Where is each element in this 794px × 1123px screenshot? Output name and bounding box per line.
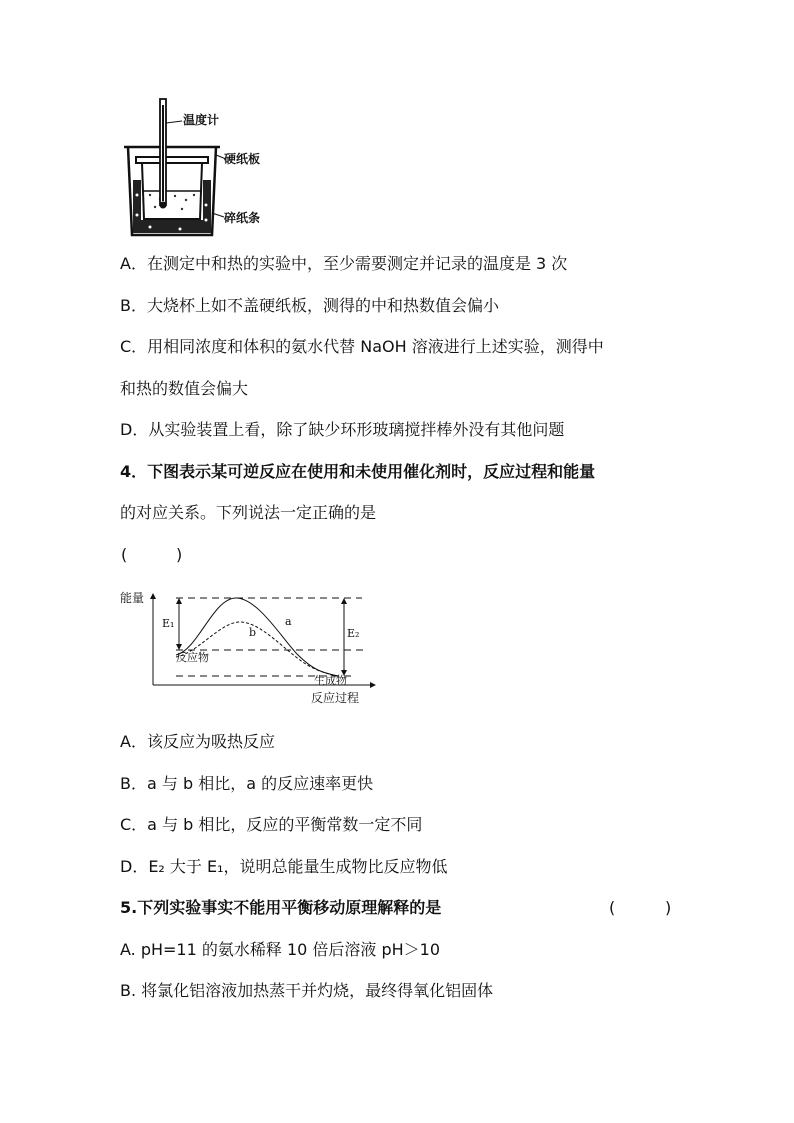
- diagram-e1-label: E₁: [162, 617, 175, 630]
- diagram-e2-label: E₂: [347, 627, 360, 640]
- q5-stem: [120, 898, 441, 918]
- q3-option-d: D．从实验装置上看，除了缺少环形玻璃搅拌棒外没有其他问题: [120, 420, 565, 439]
- curve-a: [176, 598, 338, 676]
- cardboard-label: 硬纸板: [224, 152, 261, 166]
- q4-option-d: D．E₂ 大于 E₁，说明总能量生成物比反应物低: [120, 857, 448, 876]
- diagram-products-label: 生成物: [314, 674, 347, 687]
- q4-stem-line2: 的对应关系。下列说法一定正确的是: [120, 503, 377, 522]
- q5-option-b: B. 将氯化铝溶液加热蒸干并灼烧，最终得氧化铝固体: [120, 981, 494, 1000]
- shredded-paper-label: 碎纸条: [224, 211, 261, 225]
- diagram-x-label: 反应过程: [311, 691, 360, 705]
- q5-stem-text: 5.下列实验事实不能用平衡移动原理解释的是: [120, 898, 442, 917]
- curve-b: [176, 622, 338, 676]
- energy-diagram: [118, 585, 383, 710]
- diagram-curve-b-label: b: [249, 626, 257, 639]
- q4-answer-paren-close: ): [176, 545, 183, 564]
- q3-option-b: B．大烧杯上如不盖硬纸板，测得的中和热数值会偏小: [120, 296, 499, 315]
- q3-option-c-line2: 和热的数值会偏大: [120, 379, 249, 398]
- diagram-curve-a-label: a: [285, 615, 292, 628]
- calorimeter-figure: [120, 95, 280, 240]
- thermometer-label: 温度计: [183, 113, 220, 127]
- q4-option-b: B．a 与 b 相比，a 的反应速率更快: [120, 774, 374, 793]
- q3-option-c-line1: C．用相同浓度和体积的氨水代替 NaOH 溶液进行上述实验，测得中: [120, 337, 604, 356]
- q5-option-a: A. pH=11 的氨水稀释 10 倍后溶液 pH＞10: [120, 940, 441, 959]
- q4-option-a: A．该反应为吸热反应: [120, 732, 275, 751]
- q4-answer-paren-open: (: [121, 545, 128, 564]
- q5-answer-paren-close: ): [665, 898, 672, 917]
- diagram-reactants-label: 反应物: [176, 651, 209, 664]
- q5-answer-paren-open: (: [609, 898, 616, 917]
- diagram-y-label: 能量: [120, 591, 145, 605]
- q4-stem-line1: [120, 462, 595, 482]
- q4-option-c: C．a 与 b 相比，反应的平衡常数一定不同: [120, 815, 423, 834]
- q4-stem-text1: 4．下图表示某可逆反应在使用和未使用催化剂时，反应过程和能量: [120, 462, 596, 481]
- q3-option-a: A．在测定中和热的实验中，至少需要测定并记录的温度是 3 次: [120, 254, 568, 273]
